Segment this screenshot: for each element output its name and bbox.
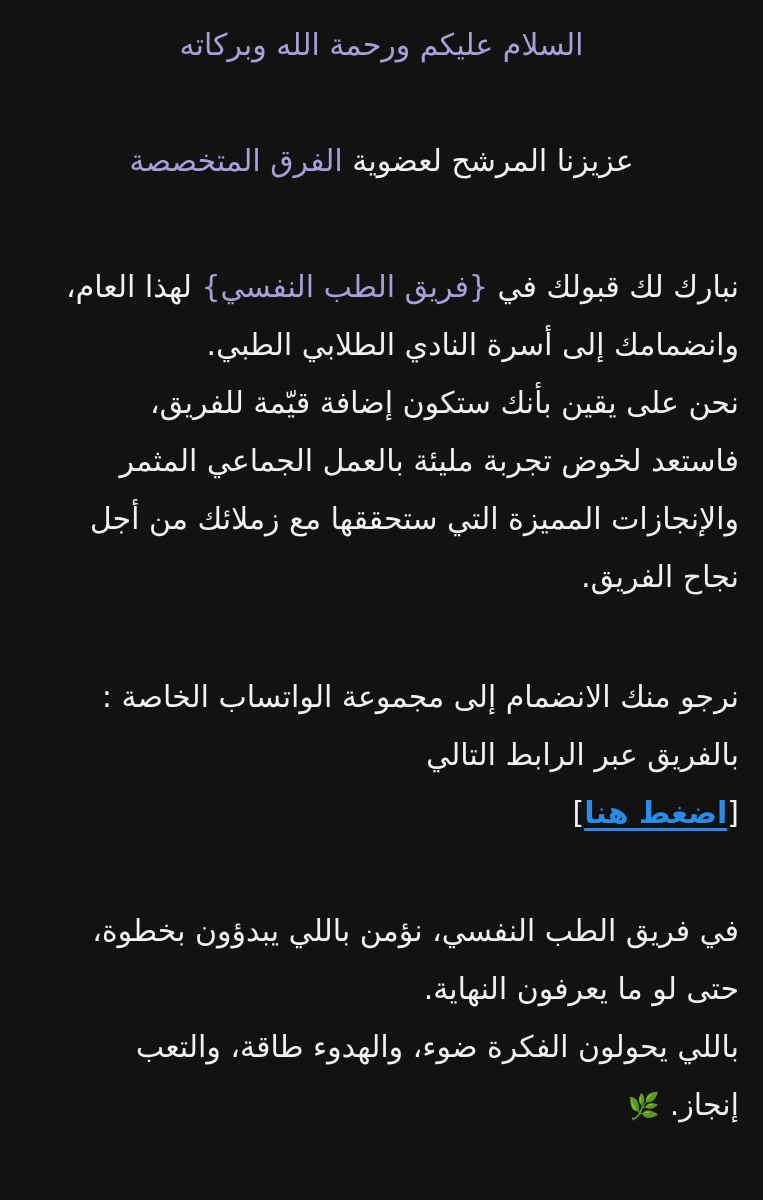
link-bracket-close: ]: [572, 796, 585, 831]
whatsapp-group-link[interactable]: اضغط هنا: [584, 796, 728, 831]
greeting-text: السلام عليكم ورحمة الله وبركاته: [179, 28, 584, 63]
teams-highlight: الفرق المتخصصة: [129, 144, 343, 179]
herb-icon: 🌿: [627, 1092, 661, 1122]
team-name-highlight: {فريق الطب النفسي}: [201, 270, 488, 305]
paragraph1-line4: فاستعد لخوض تجربة مليئة بالعمل الجماعي المثمر: [119, 444, 739, 479]
paragraph2-line1: نرجو منك الانضمام إلى مجموعة الواتساب الخاصة :: [101, 680, 739, 715]
acceptance-prefix: نبارك لك قبولك في: [488, 270, 739, 305]
paragraph3-line2: حتى لو ما يعرفون النهاية.: [423, 972, 739, 1007]
paragraph1-line6: نجاح الفريق.: [581, 560, 739, 595]
address-prefix: عزيزنا المرشح لعضوية: [342, 144, 634, 179]
paragraph1-line2: وانضمامك إلى أسرة النادي الطلابي الطبي.: [206, 328, 739, 363]
address-line: [0, 134, 763, 190]
link-bracket-open: [: [727, 796, 739, 831]
link-line: [24, 786, 739, 842]
paragraph3-line1: في فريق الطب النفسي، نؤمن باللي يبدؤون بخطوة،: [92, 914, 739, 949]
paragraph1-line3: نحن على يقين بأنك ستكون إضافة قيّمة للفريق،: [149, 386, 739, 421]
acceptance-suffix: لهذا العام،: [66, 270, 202, 305]
paragraph1-line1: [24, 260, 739, 316]
paragraph3-line3: باللي يحولون الفكرة ضوء، والهدوء طاقة، والتعب: [135, 1030, 739, 1065]
paragraph1-line5: والإنجازات المميزة التي ستحققها مع زملائك من أجل: [89, 502, 739, 537]
paragraph3-line4: [24, 1078, 739, 1135]
achievement-text: إنجاز.: [669, 1088, 739, 1123]
paragraph2-line2: بالفريق عبر الرابط التالي: [426, 738, 739, 773]
